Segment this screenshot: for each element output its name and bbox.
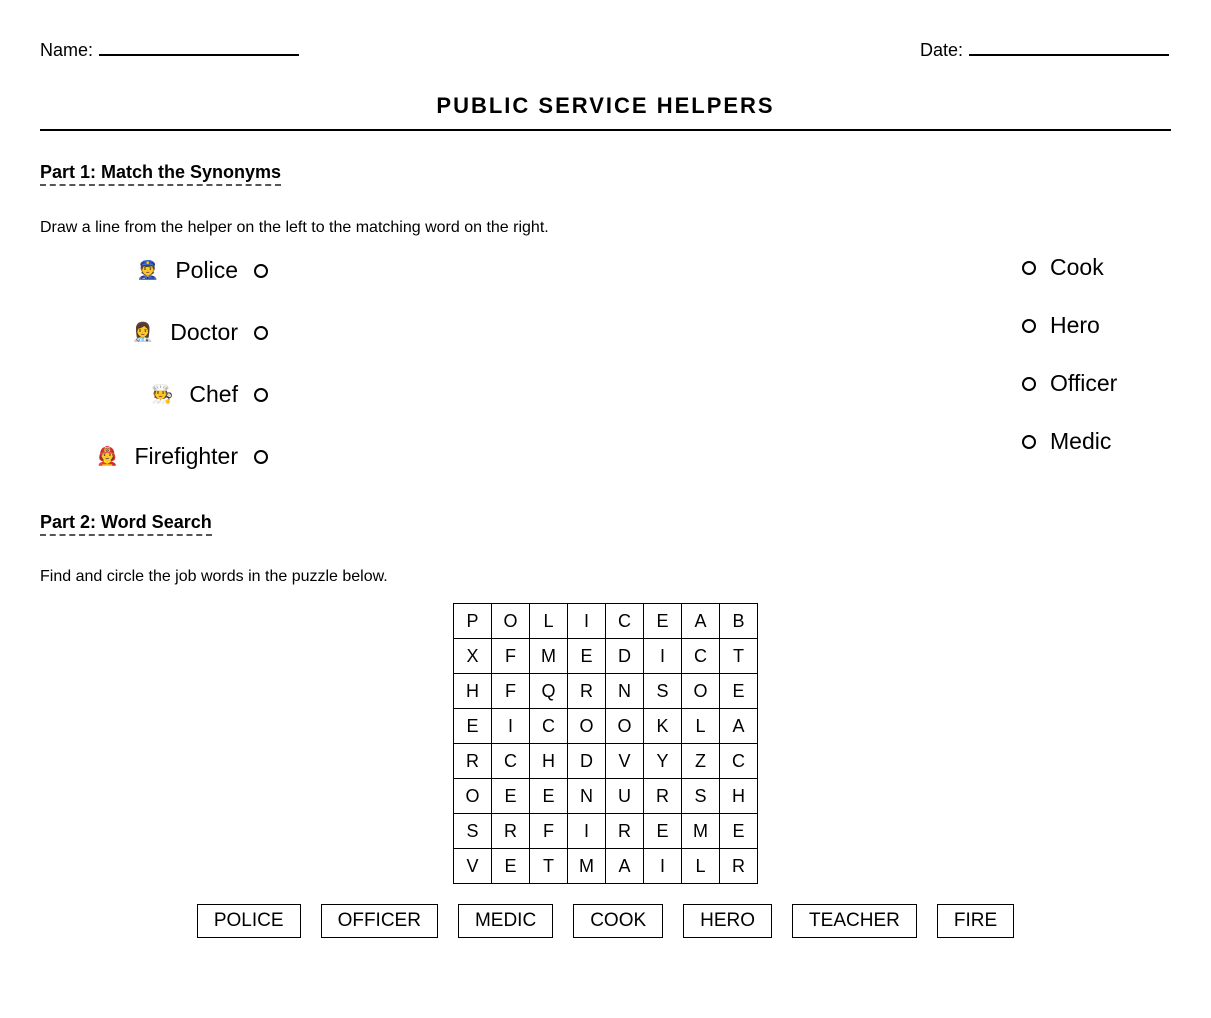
helper-emoji-icon: 👩‍⚕️ xyxy=(131,322,155,342)
grid-row xyxy=(454,814,758,849)
grid-cell[interactable]: M xyxy=(530,639,568,674)
word-bank-item: OFFICER xyxy=(321,904,438,938)
grid-cell[interactable]: H xyxy=(454,674,492,709)
grid-cell[interactable]: S xyxy=(644,674,682,709)
helper-item xyxy=(151,381,268,408)
grid-cell[interactable]: N xyxy=(606,674,644,709)
grid-row xyxy=(454,744,758,779)
grid-row xyxy=(454,604,758,639)
grid-cell[interactable]: F xyxy=(492,674,530,709)
date-field xyxy=(920,40,1169,61)
synonym-item xyxy=(1022,254,1104,281)
helper-emoji-icon: 👮 xyxy=(136,260,160,280)
grid-cell[interactable]: D xyxy=(606,639,644,674)
grid-cell[interactable]: F xyxy=(492,639,530,674)
part2-heading: Part 2: Word Search xyxy=(40,512,212,536)
helper-label: Police xyxy=(175,257,238,283)
grid-cell[interactable]: U xyxy=(606,779,644,814)
grid-cell[interactable]: S xyxy=(454,814,492,849)
grid-row xyxy=(454,849,758,884)
grid-cell[interactable]: E xyxy=(644,814,682,849)
match-dot[interactable] xyxy=(1022,261,1036,275)
grid-cell[interactable]: E xyxy=(644,604,682,639)
grid-cell[interactable]: E xyxy=(720,814,758,849)
grid-cell[interactable]: M xyxy=(682,814,720,849)
grid-cell[interactable]: X xyxy=(454,639,492,674)
match-dot[interactable] xyxy=(254,326,268,340)
synonym-label: Cook xyxy=(1050,254,1104,280)
grid-cell[interactable]: E xyxy=(568,639,606,674)
grid-cell[interactable]: R xyxy=(720,849,758,884)
synonym-label: Officer xyxy=(1050,370,1118,396)
grid-cell[interactable]: O xyxy=(454,779,492,814)
synonym-item xyxy=(1022,370,1117,397)
grid-cell[interactable]: H xyxy=(530,744,568,779)
grid-cell[interactable]: V xyxy=(606,744,644,779)
grid-cell[interactable]: O xyxy=(606,709,644,744)
page-title: PUBLIC SERVICE HELPERS xyxy=(436,93,775,118)
grid-cell[interactable]: R xyxy=(492,814,530,849)
grid-cell[interactable]: C xyxy=(492,744,530,779)
part1-instructions: Draw a line from the helper on the left to the matching word on the right. xyxy=(40,219,549,236)
word-search-grid xyxy=(453,603,758,884)
grid-cell[interactable]: H xyxy=(720,779,758,814)
grid-cell[interactable]: M xyxy=(568,849,606,884)
grid-cell[interactable]: Y xyxy=(644,744,682,779)
name-label: Name: xyxy=(40,40,94,60)
grid-cell[interactable]: I xyxy=(644,849,682,884)
grid-row xyxy=(454,639,758,674)
grid-row xyxy=(454,779,758,814)
grid-cell[interactable]: C xyxy=(530,709,568,744)
synonym-item xyxy=(1022,428,1111,455)
grid-cell[interactable]: E xyxy=(454,709,492,744)
grid-cell[interactable]: I xyxy=(568,604,606,639)
grid-cell[interactable]: R xyxy=(454,744,492,779)
grid-cell[interactable]: L xyxy=(682,849,720,884)
word-bank-item: POLICE xyxy=(197,904,301,938)
grid-cell[interactable]: E xyxy=(720,674,758,709)
title-divider xyxy=(40,129,1171,131)
grid-cell[interactable]: A xyxy=(606,849,644,884)
word-bank-item: TEACHER xyxy=(792,904,917,938)
grid-cell[interactable]: N xyxy=(568,779,606,814)
grid-cell[interactable]: E xyxy=(492,849,530,884)
grid-cell[interactable]: I xyxy=(568,814,606,849)
grid-cell[interactable]: Z xyxy=(682,744,720,779)
word-bank-item: HERO xyxy=(683,904,772,938)
word-bank xyxy=(0,904,1211,938)
grid-cell[interactable]: V xyxy=(454,849,492,884)
grid-cell[interactable]: T xyxy=(720,639,758,674)
grid-row xyxy=(454,709,758,744)
grid-cell[interactable]: Q xyxy=(530,674,568,709)
grid-cell[interactable]: C xyxy=(720,744,758,779)
match-dot[interactable] xyxy=(1022,377,1036,391)
name-field xyxy=(40,40,299,61)
part1-heading: Part 1: Match the Synonyms xyxy=(40,162,281,186)
helper-item xyxy=(96,443,268,470)
name-line xyxy=(99,40,299,56)
helper-item xyxy=(137,257,268,284)
grid-cell[interactable]: O xyxy=(682,674,720,709)
grid-cell[interactable]: C xyxy=(606,604,644,639)
helper-label: Chef xyxy=(189,381,238,407)
grid-cell[interactable]: T xyxy=(530,849,568,884)
grid-cell[interactable]: I xyxy=(492,709,530,744)
grid-row xyxy=(454,674,758,709)
word-bank-item: MEDIC xyxy=(458,904,553,938)
word-bank-item: COOK xyxy=(573,904,663,938)
helper-label: Firefighter xyxy=(134,443,238,469)
grid-cell[interactable]: A xyxy=(720,709,758,744)
date-line xyxy=(969,40,1169,56)
part2-instructions: Find and circle the job words in the puzzle below. xyxy=(40,568,388,585)
grid-cell[interactable]: C xyxy=(682,639,720,674)
grid-cell[interactable]: F xyxy=(530,814,568,849)
synonym-item xyxy=(1022,312,1100,339)
helper-label: Doctor xyxy=(170,319,238,345)
match-dot[interactable] xyxy=(254,264,268,278)
word-bank-item: FIRE xyxy=(937,904,1014,938)
grid-cell[interactable]: K xyxy=(644,709,682,744)
grid-cell[interactable]: E xyxy=(492,779,530,814)
grid-cell[interactable]: R xyxy=(606,814,644,849)
grid-cell[interactable]: I xyxy=(644,639,682,674)
synonym-label: Hero xyxy=(1050,312,1100,338)
grid-cell[interactable]: R xyxy=(644,779,682,814)
grid-cell[interactable]: P xyxy=(454,604,492,639)
helper-emoji-icon: 🧑‍🍳 xyxy=(150,384,174,404)
grid-cell[interactable]: B xyxy=(720,604,758,639)
grid-cell[interactable]: E xyxy=(530,779,568,814)
helper-emoji-icon: 🧑‍🚒 xyxy=(96,446,119,466)
helper-item xyxy=(132,319,268,346)
date-label: Date: xyxy=(920,40,964,60)
grid-cell[interactable]: L xyxy=(682,709,720,744)
match-dot[interactable] xyxy=(1022,435,1036,449)
match-dot[interactable] xyxy=(254,450,268,464)
match-dot[interactable] xyxy=(254,388,268,402)
grid-cell[interactable]: S xyxy=(682,779,720,814)
match-dot[interactable] xyxy=(1022,319,1036,333)
grid-cell[interactable]: L xyxy=(530,604,568,639)
grid-cell[interactable]: D xyxy=(568,744,606,779)
grid-cell[interactable]: O xyxy=(568,709,606,744)
grid-cell[interactable]: A xyxy=(682,604,720,639)
synonym-label: Medic xyxy=(1050,428,1112,454)
grid-cell[interactable]: O xyxy=(492,604,530,639)
grid-cell[interactable]: R xyxy=(568,674,606,709)
